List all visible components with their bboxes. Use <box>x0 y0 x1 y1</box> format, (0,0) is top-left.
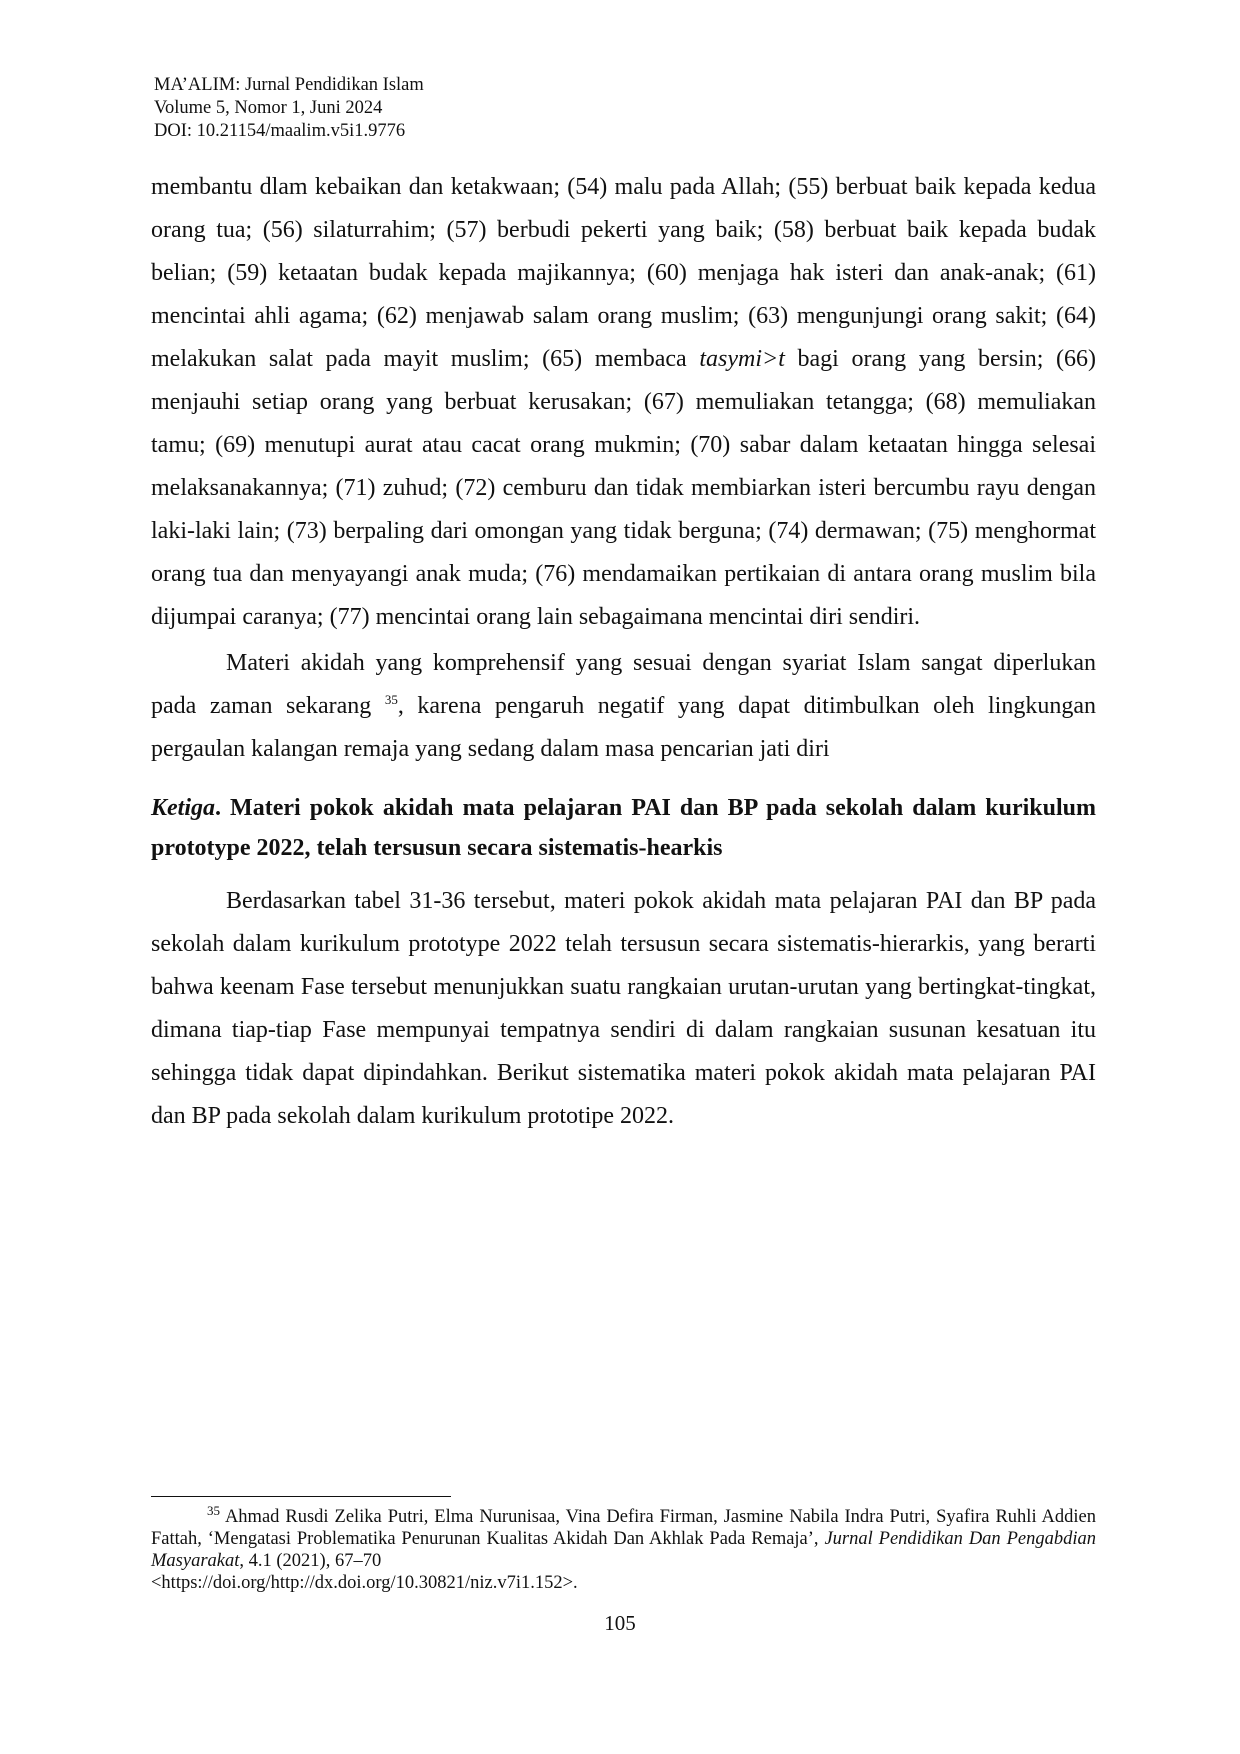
footnote-number: 35 <box>207 1502 220 1518</box>
footnote-separator <box>151 1496 451 1497</box>
heading-text: . Materi pokok akidah mata pelajaran PAI dan BP pada sekolah dalam kurikulum prototype 2022, telah tersusun secara sistematis-hearkis <box>151 795 1096 861</box>
footnote-journal: Jurnal Pendidikan Dan Pengabdian Masyarakat <box>151 1529 1096 1571</box>
running-header <box>154 74 424 143</box>
footnote <box>151 1502 1096 1594</box>
section-heading <box>151 788 1096 868</box>
heading-italic-label: Ketiga <box>151 795 215 821</box>
paragraph-continued <box>151 166 1096 639</box>
footnote-authors-title: Ahmad Rusdi Zelika Putri, Elma Nurunisaa, Vina Defira Firman, Jasmine Nabila Indra Putri, Syafira Ruhli Addien Fattah, ‘Mengatasi Problematika Penurunan Kualitas Akidah Dan Akhlak Pada Remaja’, <box>151 1507 1096 1549</box>
footnote-volume-pages: , 4.1 (2021), 67–70 <box>239 1551 382 1571</box>
journal-doi: DOI: 10.21154/maalim.v5i1.9776 <box>154 121 406 141</box>
journal-volume: Volume 5, Nomor 1, Juni 2024 <box>154 98 383 118</box>
paragraph-text: bagi orang yang bersin; (66) menjauhi setiap orang yang berbuat kerusakan; (67) memuliakan tetangga; (68) memuliakan tamu; (69) menutupi aurat atau cacat orang mukmin; (70) sabar dalam ketaatan hingga selesai melaksanakannya; (71) zuhud; (72) cemburu dan tidak membiarkan isteri bercumbu rayu dengan laki-laki lain; (73) berpaling dari omongan yang tidak berguna; (74) dermawan; (75) menghormat orang tua dan menyayangi anak muda; (76) mendamaikan pertikaian di antara orang muslim bila dijumpai caranya; (77) mencintai orang lain sebagaimana mencintai diri sendiri. <box>151 346 1097 630</box>
main-content <box>151 166 1096 1138</box>
journal-title: MA’ALIM: Jurnal Pendidikan Islam <box>154 75 424 95</box>
paragraph-materi-akidah <box>151 642 1096 771</box>
paragraph-text: membantu dlam kebaikan dan ketakwaan; (54) malu pada Allah; (55) berbuat baik kepada kedua orang tua; (56) silaturrahim; (57) berbudi pekerti yang baik; (58) berbuat baik kepada budak belian; (59) ketaatan budak kepada majikannya; (60) menjaga hak isteri dan anak-anak; (61) mencintai ahli agama; (62) menjawab salam orang muslim; (63) mengunjungi orang sakit; (64) melakukan salat pada mayit muslim; (65) membaca <box>151 174 1096 372</box>
paragraph-text: Materi akidah yang komprehensif yang sesuai dengan syariat Islam sangat diperlukan pada zaman sekarang <box>151 650 1096 719</box>
footnote-text <box>151 1502 1096 1572</box>
paragraph-berdasarkan: Berdasarkan tabel 31-36 tersebut, materi pokok akidah mata pelajaran PAI dan BP pada sekolah dalam kurikulum prototype 2022 telah tersusun secara sistematis-hierarkis, yang berarti bahwa keenam Fase tersebut menunjukkan suatu rangkaian urutan-urutan yang bertingkat-tingkat, dimana tiap-tiap Fase mempunyai tempatnya sendiri di dalam rangkaian susunan kesatuan itu sehingga tidak dapat dipindahkan. Berikut sistematika materi pokok akidah mata pelajaran PAI dan BP pada sekolah dalam kurikulum prototipe 2022. <box>151 888 1096 1129</box>
footnote-reference[interactable]: 35 <box>384 692 398 707</box>
page-number: 105 <box>604 1611 636 1635</box>
paragraph-text: , karena pengaruh negatif yang dapat ditimbulkan oleh lingkungan pergaulan kalangan remaja yang sedang dalam masa pencarian jati diri <box>151 693 1097 762</box>
italic-term: tasymi>t <box>699 346 785 372</box>
footnote-url[interactable]: <https://doi.org/http://dx.doi.org/10.30821/niz.v7i1.152>. <box>151 1573 578 1593</box>
